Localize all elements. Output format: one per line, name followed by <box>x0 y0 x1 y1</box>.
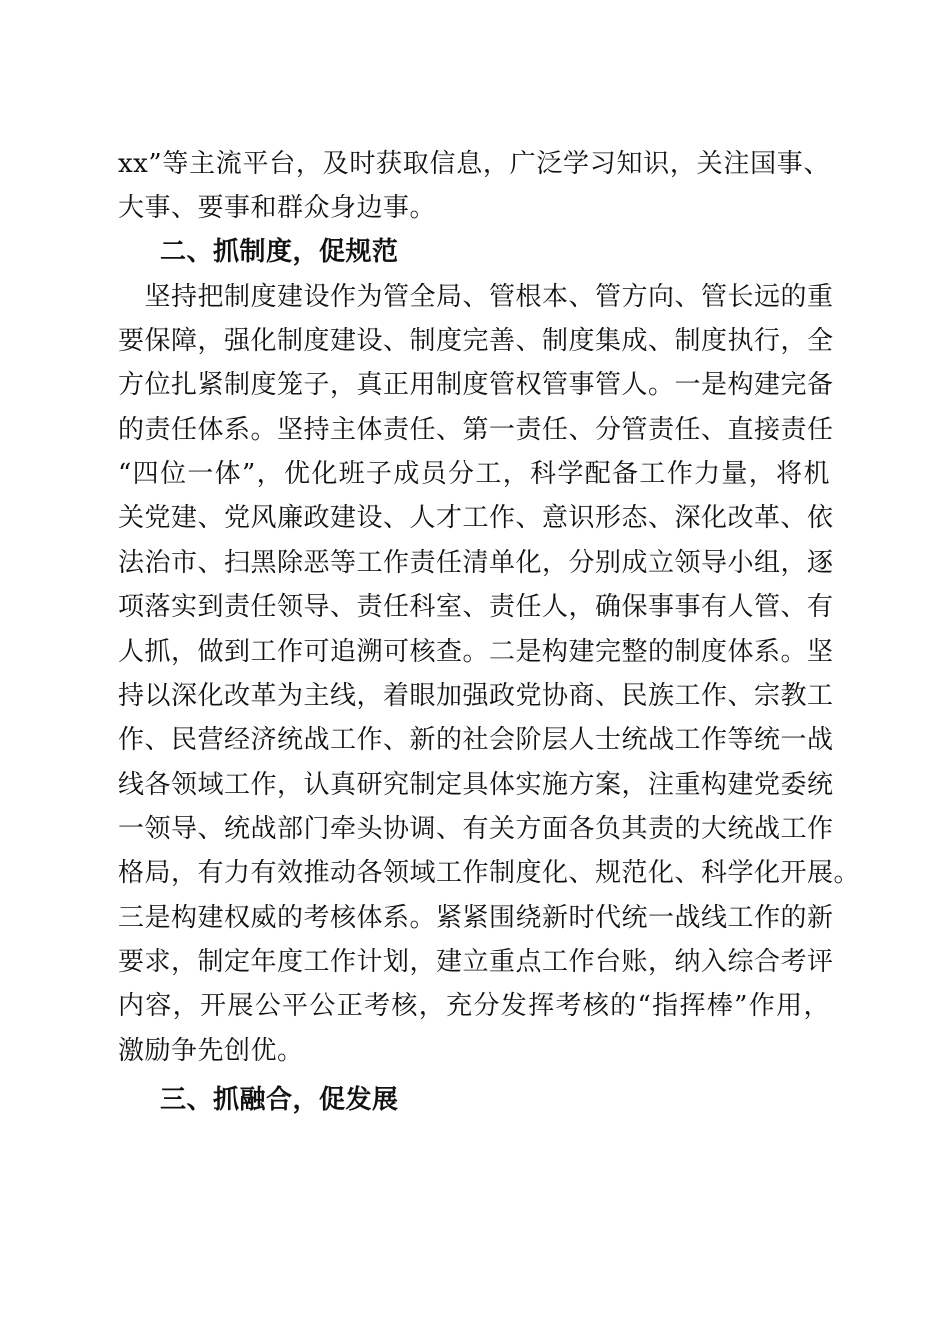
paragraph-line: 内容，开展公平公正考核，充分发挥考核的“指挥棒”作用， <box>118 991 830 1021</box>
paragraph-line: 持以深化改革为主线，着眼加强政党协商、民族工作、宗教工 <box>118 681 834 711</box>
intro-line: 大事、要事和群众身边事。 <box>118 193 437 223</box>
paragraph-line: 格局，有力有效推动各领域工作制度化、规范化、科学化开展。 <box>118 858 861 888</box>
paragraph-line: 的责任体系。坚持主体责任、第一责任、分管责任、直接责任 <box>118 415 834 445</box>
section-heading-3: 三、抓融合，促发展 <box>160 1085 399 1115</box>
paragraph-line: 一领导、统战部门牵头协调、有关方面各负其责的大统战工作 <box>118 814 834 844</box>
intro-line: xx”等主流平台，及时获取信息，广泛学习知识，关注国事、 <box>118 149 830 179</box>
paragraph-line: “四位一体”，优化班子成员分工，科学配备工作力量，将机 <box>118 459 830 489</box>
paragraph-line: 项落实到责任领导、责任科室、责任人，确保事事有人管、有 <box>118 592 834 622</box>
paragraph-line: 作、民营经济统战工作、新的社会阶层人士统战工作等统一战 <box>118 725 834 755</box>
paragraph-line: 人抓，做到工作可追溯可核查。二是构建完整的制度体系。坚 <box>118 637 834 667</box>
section-heading-2: 二、抓制度，促规范 <box>160 237 399 267</box>
paragraph-line: 线各领域工作，认真研究制定具体实施方案，注重构建党委统 <box>118 770 834 800</box>
paragraph-line: 法治市、扫黑除恶等工作责任清单化，分别成立领导小组，逐 <box>118 548 834 578</box>
paragraph-line: 激励争先创优。 <box>118 1036 304 1066</box>
paragraph-line: 要求，制定年度工作计划，建立重点工作台账，纳入综合考评 <box>118 947 834 977</box>
paragraph-line: 坚持把制度建设作为管全局、管根本、管方向、管长远的重 <box>118 282 834 312</box>
paragraph-line: 三是构建权威的考核体系。紧紧围绕新时代统一战线工作的新 <box>118 903 834 933</box>
paragraph-line: 要保障，强化制度建设、制度完善、制度集成、制度执行，全 <box>118 326 834 356</box>
paragraph-line: 方位扎紧制度笼子，真正用制度管权管事管人。一是构建完备 <box>118 370 834 400</box>
paragraph-line: 关党建、党风廉政建设、人才工作、意识形态、深化改革、依 <box>118 503 834 533</box>
